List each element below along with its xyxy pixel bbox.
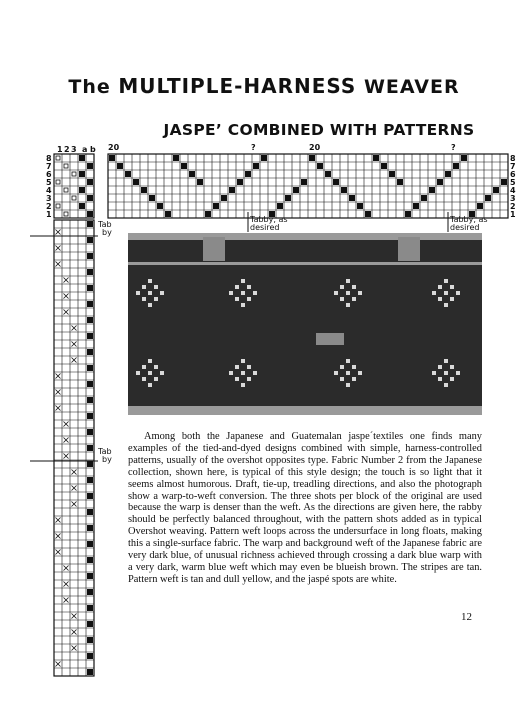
body-paragraph: Among both the Japanese and Guatemalan jaspe´textiles one finds many examples of the tied-and-dyed designs combined with simple, harness-controlled patterns, usually of the overshot opposites type. Fabric Number 2 from the Japanese collection, shown here, is typical of this style design; the touch is so light that it seems almost humorous. Draft, tie-up, treadling directions, and also the photograph show a warp-to-weft conversion. The three shots per block of the original are used because the warp is denser than the weft. As the directions are given here, the rabby should be perfectly balanced throughout, with the pattern shots added as in typical Overshot weaving. Pattern weft loops across the undersurface in long floats, making this a single-surface fabric. The warp and background weft of the Japanese fabric are very dark blue, of unusual richness achieved through crossing a dark blue warp with a very dark, warm blue weft which may even be blueish brown. The stripes are tan. Pattern weft is tan and dull yellow, and the jaspé spots are white. [128,431,482,585]
harness-number: 4 [510,186,516,195]
fabric-motif-dot [253,371,257,375]
tabby-note-line: Tabby, as [450,215,488,224]
treadling-mark [87,237,93,243]
treadling-mark [87,605,93,611]
tieup-label: 2 [64,145,70,154]
fabric-motif-dot [148,291,152,295]
fabric-ground [128,233,482,415]
fabric-motif-dot [444,291,448,295]
threading-mark [413,203,419,209]
fabric-stripe [128,233,482,240]
threading-mark [237,179,243,185]
threading-mark [485,195,491,201]
threading-mark [261,155,267,161]
fabric-motif-dot [438,365,442,369]
threading-mark [381,163,387,169]
treadling-mark [87,413,93,419]
threading-mark [117,163,123,169]
threading-mark [429,187,435,193]
fabric-motif-dot [241,279,245,283]
threading-mark [501,179,507,185]
harness-number: 6 [510,170,516,179]
fabric-motif-dot [444,371,448,375]
fabric-motif-dot [160,371,164,375]
fabric-motif-dot [352,285,356,289]
threading-mark [373,155,379,161]
fabric-motif-dot [444,359,448,363]
threading-mark [397,179,403,185]
threading-mark [149,195,155,201]
fabric-motif-dot [142,377,146,381]
threading-mark [253,163,259,169]
fabric-motif-dot [154,377,158,381]
fabric-motif-dot [352,365,356,369]
tieup-mark [56,156,60,160]
tieup-label: 3 [71,145,77,154]
fabric-stripe [128,262,482,265]
fabric-motif-dot [438,297,442,301]
threading-mark [341,187,347,193]
fabric-motif-dot [148,383,152,387]
tieup-label: 1 [57,145,63,154]
fabric-motif-dot [154,365,158,369]
fabric-motif-dot [154,297,158,301]
marker-question: ? [451,143,456,152]
treadling-mark [87,461,93,467]
treadling-mark [87,333,93,339]
harness-number: 4 [46,186,52,195]
fabric-motif-dot [340,377,344,381]
fabric-motif-dot [450,285,454,289]
harness-number: 7 [46,162,52,171]
threading-mark [157,203,163,209]
fabric-motif-dot [235,377,239,381]
fabric-motif-dot [160,291,164,295]
harness-number: 6 [46,170,52,179]
threading-mark [229,187,235,193]
harness-number: 3 [510,194,516,203]
treadling-mark [87,221,93,227]
marker-20: 20 [309,143,321,152]
treadling-mark [87,541,93,547]
jaspe-spot [203,237,225,261]
fabric-motif-dot [229,371,233,375]
treadling-mark [87,429,93,435]
harness-number: 7 [510,162,516,171]
fabric-motif-dot [142,365,146,369]
harness-number: 5 [46,178,52,187]
tieup-mark [56,204,60,208]
fabric-motif-dot [241,371,245,375]
fabric-motif-dot [253,291,257,295]
fabric-motif-dot [247,297,251,301]
treadling-mark [87,253,93,259]
threading-mark [405,211,411,217]
threading-mark [125,171,131,177]
fabric-motif-dot [346,303,350,307]
fabric-motif-dot [142,285,146,289]
treadling-mark [87,525,93,531]
header-prefix: The [68,76,111,98]
fabric-motif-dot [148,371,152,375]
tieup-mark [87,163,93,169]
harness-number: 1 [46,210,52,219]
threading-mark [197,179,203,185]
threading-mark [181,163,187,169]
fabric-motif-dot [241,383,245,387]
fabric-motif-dot [456,371,460,375]
fabric-motif-dot [148,279,152,283]
treadling-mark [87,637,93,643]
tieup-mark [64,188,68,192]
treadling-mark [87,285,93,291]
harness-number: 8 [510,154,516,163]
treadling-mark [87,669,93,675]
body-text [128,431,482,586]
threading-mark [317,163,323,169]
fabric-motif-dot [154,285,158,289]
fabric-motif-dot [334,291,338,295]
fabric-photograph [128,233,482,415]
fabric-motif-dot [346,371,350,375]
article-title: JASPE’ COMBINED WITH PATTERNS [163,121,475,139]
treadling-mark [87,269,93,275]
fabric-motif-dot [241,359,245,363]
threading-mark [213,203,219,209]
fabric-motif-dot [142,297,146,301]
fabric-motif-dot [456,291,460,295]
threading-mark [221,195,227,201]
fabric-motif-dot [136,371,140,375]
treadling-mark [87,621,93,627]
treadling-mark [87,381,93,387]
fabric-motif-dot [241,291,245,295]
threading-mark [205,211,211,217]
tieup-mark [64,212,68,216]
fabric-motif-dot [346,279,350,283]
harness-number: 2 [510,202,516,211]
threading-mark [477,203,483,209]
tieup-label: a [82,145,88,154]
jaspe-spot [398,237,420,261]
tabby-note-line: Tabby, as [250,215,288,224]
fabric-motif-dot [247,285,251,289]
jaspe-spot [316,333,344,345]
threading-mark [309,155,315,161]
tieup-mark [72,172,76,176]
tieup-label: b [90,145,96,154]
threading-mark [349,195,355,201]
threading-mark [109,155,115,161]
treadling-mark [87,445,93,451]
fabric-motif-dot [235,285,239,289]
fabric-motif-dot [235,365,239,369]
fabric-motif-dot [241,303,245,307]
harness-number: 1 [510,210,516,219]
harness-number: 3 [46,194,52,203]
tieup-mark [79,155,85,161]
fabric-motif-dot [450,377,454,381]
fabric-motif-dot [340,365,344,369]
treadling-mark [87,365,93,371]
threading-mark [189,171,195,177]
tieup-mark [72,196,76,200]
fabric-motif-dot [148,303,152,307]
fabric-motif-dot [346,383,350,387]
harness-number: 8 [46,154,52,163]
treadling-mark [87,349,93,355]
header-main: MULTIPLE-HARNESS [118,74,357,98]
fabric-motif-dot [136,291,140,295]
fabric-motif-dot [247,365,251,369]
fabric-motif-dot [358,371,362,375]
threading-mark [133,179,139,185]
tab-by-label: by [102,455,112,464]
tieup-mark [87,179,93,185]
treadling-mark [87,653,93,659]
fabric-motif-dot [229,291,233,295]
fabric-motif-dot [340,285,344,289]
threading-mark [277,203,283,209]
page-number: 12 [461,611,472,623]
fabric-motif-dot [334,371,338,375]
tieup-mark [79,187,85,193]
marker-20: 20 [108,143,120,152]
fabric-motif-dot [432,291,436,295]
tieup-mark [56,180,60,184]
tabby-note-line: desired [250,223,280,232]
tab-by-label: Tab [98,220,112,229]
fabric-motif-dot [235,297,239,301]
threading-mark [141,187,147,193]
tabby-note-line: desired [450,223,480,232]
fabric-motif-dot [444,303,448,307]
fabric-stripe [128,406,482,415]
treadling-mark [87,301,93,307]
fabric-pattern [128,233,482,415]
tab-by-label: Tab [98,447,112,456]
fabric-motif-dot [352,377,356,381]
tab-by-label: by [102,228,112,237]
treadling-mark [87,493,93,499]
treadling-mark [87,317,93,323]
fabric-motif-dot [340,297,344,301]
harness-number: 5 [510,178,516,187]
fabric-motif-dot [346,359,350,363]
threading-mark [325,171,331,177]
fabric-motif-dot [346,291,350,295]
threading-mark [301,179,307,185]
fabric-motif-dot [247,377,251,381]
threading-mark [461,155,467,161]
threading-mark [445,171,451,177]
fabric-motif-dot [450,297,454,301]
header-suffix: WEAVER [363,76,460,98]
threading-mark [285,195,291,201]
fabric-motif-dot [444,279,448,283]
fabric-motif-dot [358,291,362,295]
threading-mark [421,195,427,201]
threading-mark [453,163,459,169]
threading-mark [437,179,443,185]
fabric-motif-dot [438,285,442,289]
threading-mark [173,155,179,161]
fabric-motif-dot [148,359,152,363]
fabric-motif-dot [450,365,454,369]
treadling-mark [87,573,93,579]
treadling-mark [87,509,93,515]
treadling-mark [87,557,93,563]
marker-question: ? [251,143,256,152]
threading-mark [165,211,171,217]
fabric-motif-dot [444,383,448,387]
tieup-mark [64,164,68,168]
threading-mark [493,187,499,193]
threading-mark [333,179,339,185]
treadling-mark [87,397,93,403]
tieup-mark [87,195,93,201]
fabric-motif-dot [432,371,436,375]
threading-mark [293,187,299,193]
threading-mark [245,171,251,177]
tieup-mark [79,171,85,177]
threading-mark [357,203,363,209]
threading-mark [389,171,395,177]
treadling-mark [87,477,93,483]
harness-number: 2 [46,202,52,211]
treadling-mark [87,589,93,595]
threading-mark [365,211,371,217]
tieup-mark [87,211,93,217]
fabric-motif-dot [352,297,356,301]
fabric-motif-dot [438,377,442,381]
tieup-mark [79,203,85,209]
